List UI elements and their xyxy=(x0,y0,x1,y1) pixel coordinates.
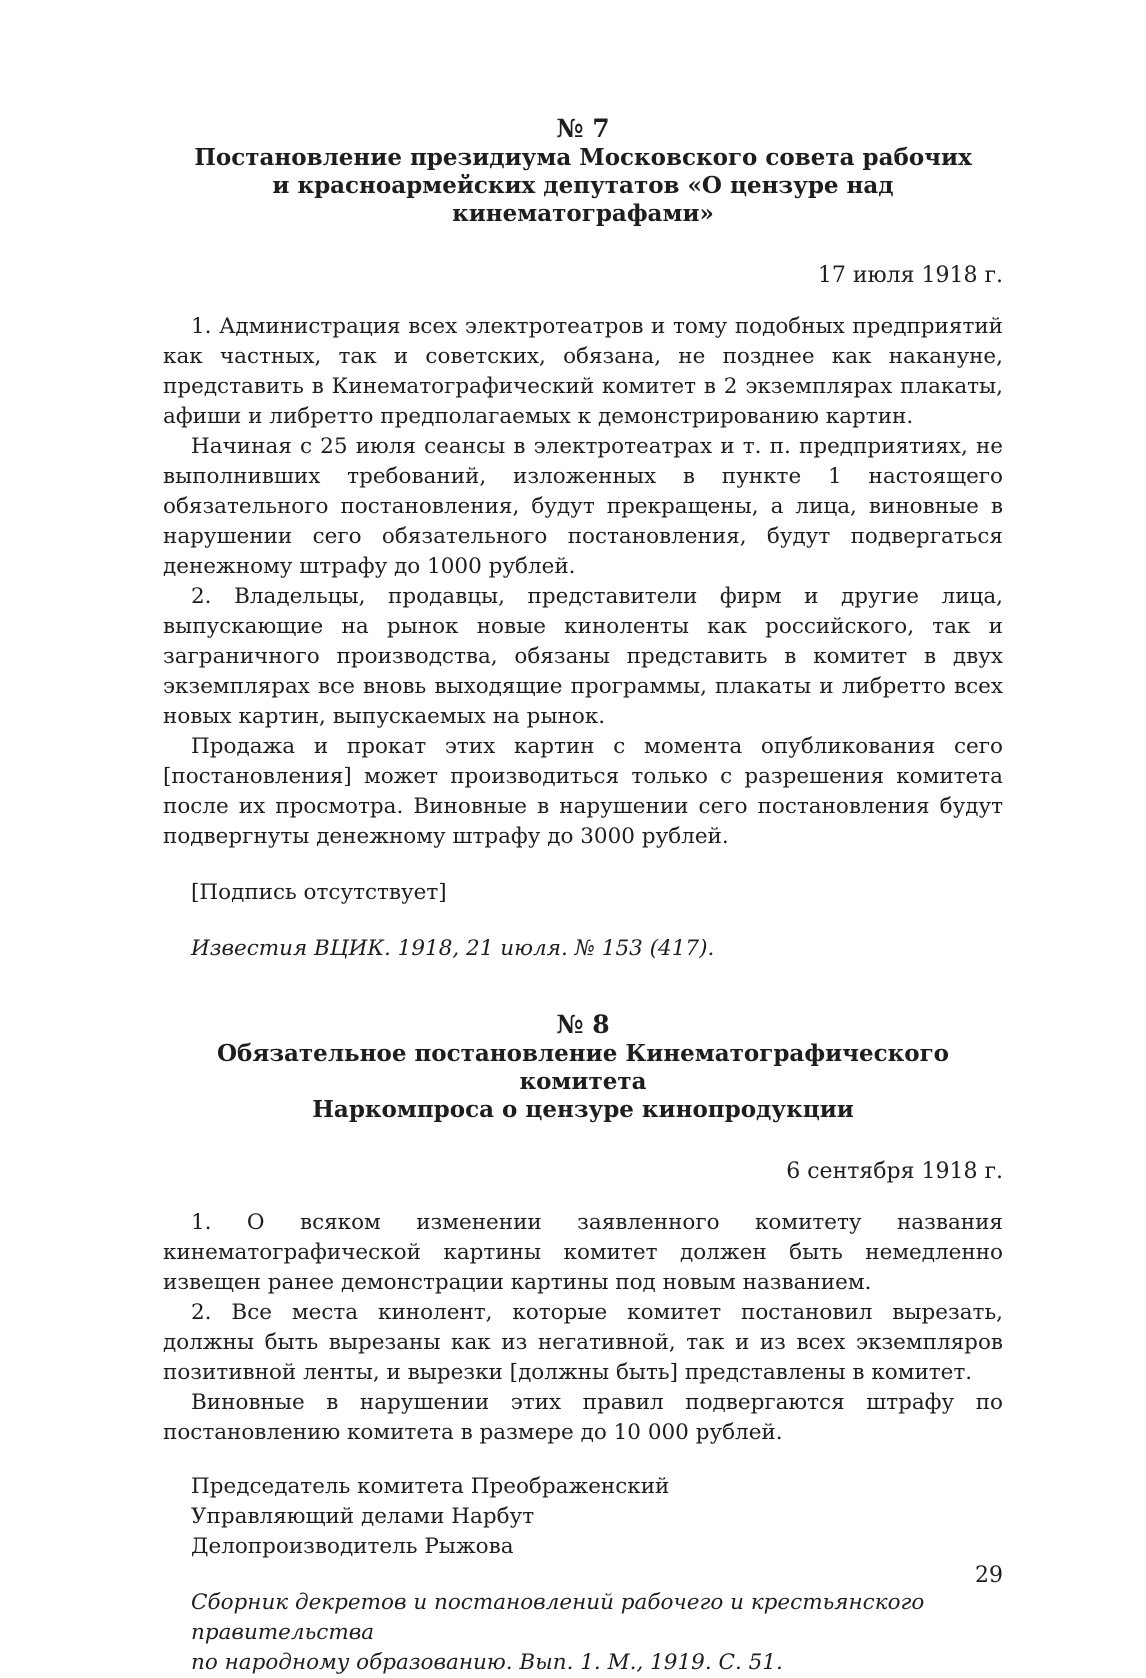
signature-line: Управляющий делами Нарбут xyxy=(191,1504,535,1529)
paragraph: 2. Владельцы, продавцы, представители фирм и другие лица, выпускающие на рынок новые киноленты как российского, так и заграничного производства, обязаны представить в комитет в двух экземплярах все вновь выходящие программы, плакаты и либретто всех новых картин, выпускаемых на рынок. xyxy=(163,584,1003,729)
title-line: Наркомпроса о цензуре кинопродукции xyxy=(312,1096,854,1123)
paragraph: Виновные в нарушении этих правил подвергаются штрафу по постановлению комитета в размере до 10 000 рублей. xyxy=(163,1390,1003,1445)
page-number: 29 xyxy=(975,1563,1003,1588)
paragraph: 1. О всяком изменении заявленного комитету названия кинематографической картины комитет должен быть немедленно извещен ранее демонстрации картины под новым названием. xyxy=(163,1210,1003,1295)
document-page xyxy=(163,114,1003,1678)
source-citation xyxy=(163,1588,1003,1678)
source-citation: Известия ВЦИК. 1918, 21 июля. № 153 (417). xyxy=(191,936,715,961)
signature-line: Делопроизводитель Рыжова xyxy=(191,1534,514,1559)
document-date: 17 июля 1918 г. xyxy=(817,263,1003,288)
source-line: Сборник декретов и постановлений рабочего и крестьянского правительства xyxy=(191,1590,925,1645)
document-date: 6 сентября 1918 г. xyxy=(786,1159,1003,1184)
document-number: № 7 xyxy=(556,114,610,143)
paragraph: 1. Администрация всех электротеатров и тому подобных предприятий как частных, так и советских, обязана, не позднее как накануне, представить в Кинематографический комитет в 2 экземплярах плакаты, афиши и либретто предполагаемых к демонстрированию картин. xyxy=(163,314,1003,429)
title-line: Обязательное постановление Кинематографического комитета xyxy=(216,1040,949,1095)
document-number: № 8 xyxy=(556,1010,610,1039)
document-title xyxy=(163,144,1003,228)
paragraph: 2. Все места кинолент, которые комитет постановил вырезать, должны быть вырезаны как из негативной, так и из всех экземпляров позитивной ленты, и вырезки [должны быть] представлены в комитет. xyxy=(163,1300,1003,1385)
signature-note: [Подпись отсутствует] xyxy=(191,880,447,905)
signature-line: Председатель комитета Преображенский xyxy=(191,1474,670,1499)
title-line: Постановление президиума Московского совета рабочих xyxy=(194,144,972,171)
document-8 xyxy=(163,1010,1003,1678)
document-7 xyxy=(163,114,1003,964)
paragraph: Начиная с 25 июля сеансы в электротеатрах и т. п. предприятиях, не выполнивших требований, изложенных в пункте 1 настоящего обязательного постановления, будут прекращены, а лица, виновные в нарушении сего обязательного постановления, будут подвергаться денежному штрафу до 1000 рублей. xyxy=(163,434,1003,579)
document-title xyxy=(163,1040,1003,1124)
signature-block xyxy=(163,1472,1003,1562)
paragraph: Продажа и прокат этих картин с момента опубликования сего [постановления] может производиться только с разрешения комитета после их просмотра. Виновные в нарушении сего постановления будут подвергнуты денежному штрафу до 3000 рублей. xyxy=(163,734,1003,849)
title-line: и красноармейских депутатов «О цензуре над кинематографами» xyxy=(272,172,894,227)
source-line: по народному образованию. Вып. 1. М., 1919. С. 51. xyxy=(191,1650,783,1675)
